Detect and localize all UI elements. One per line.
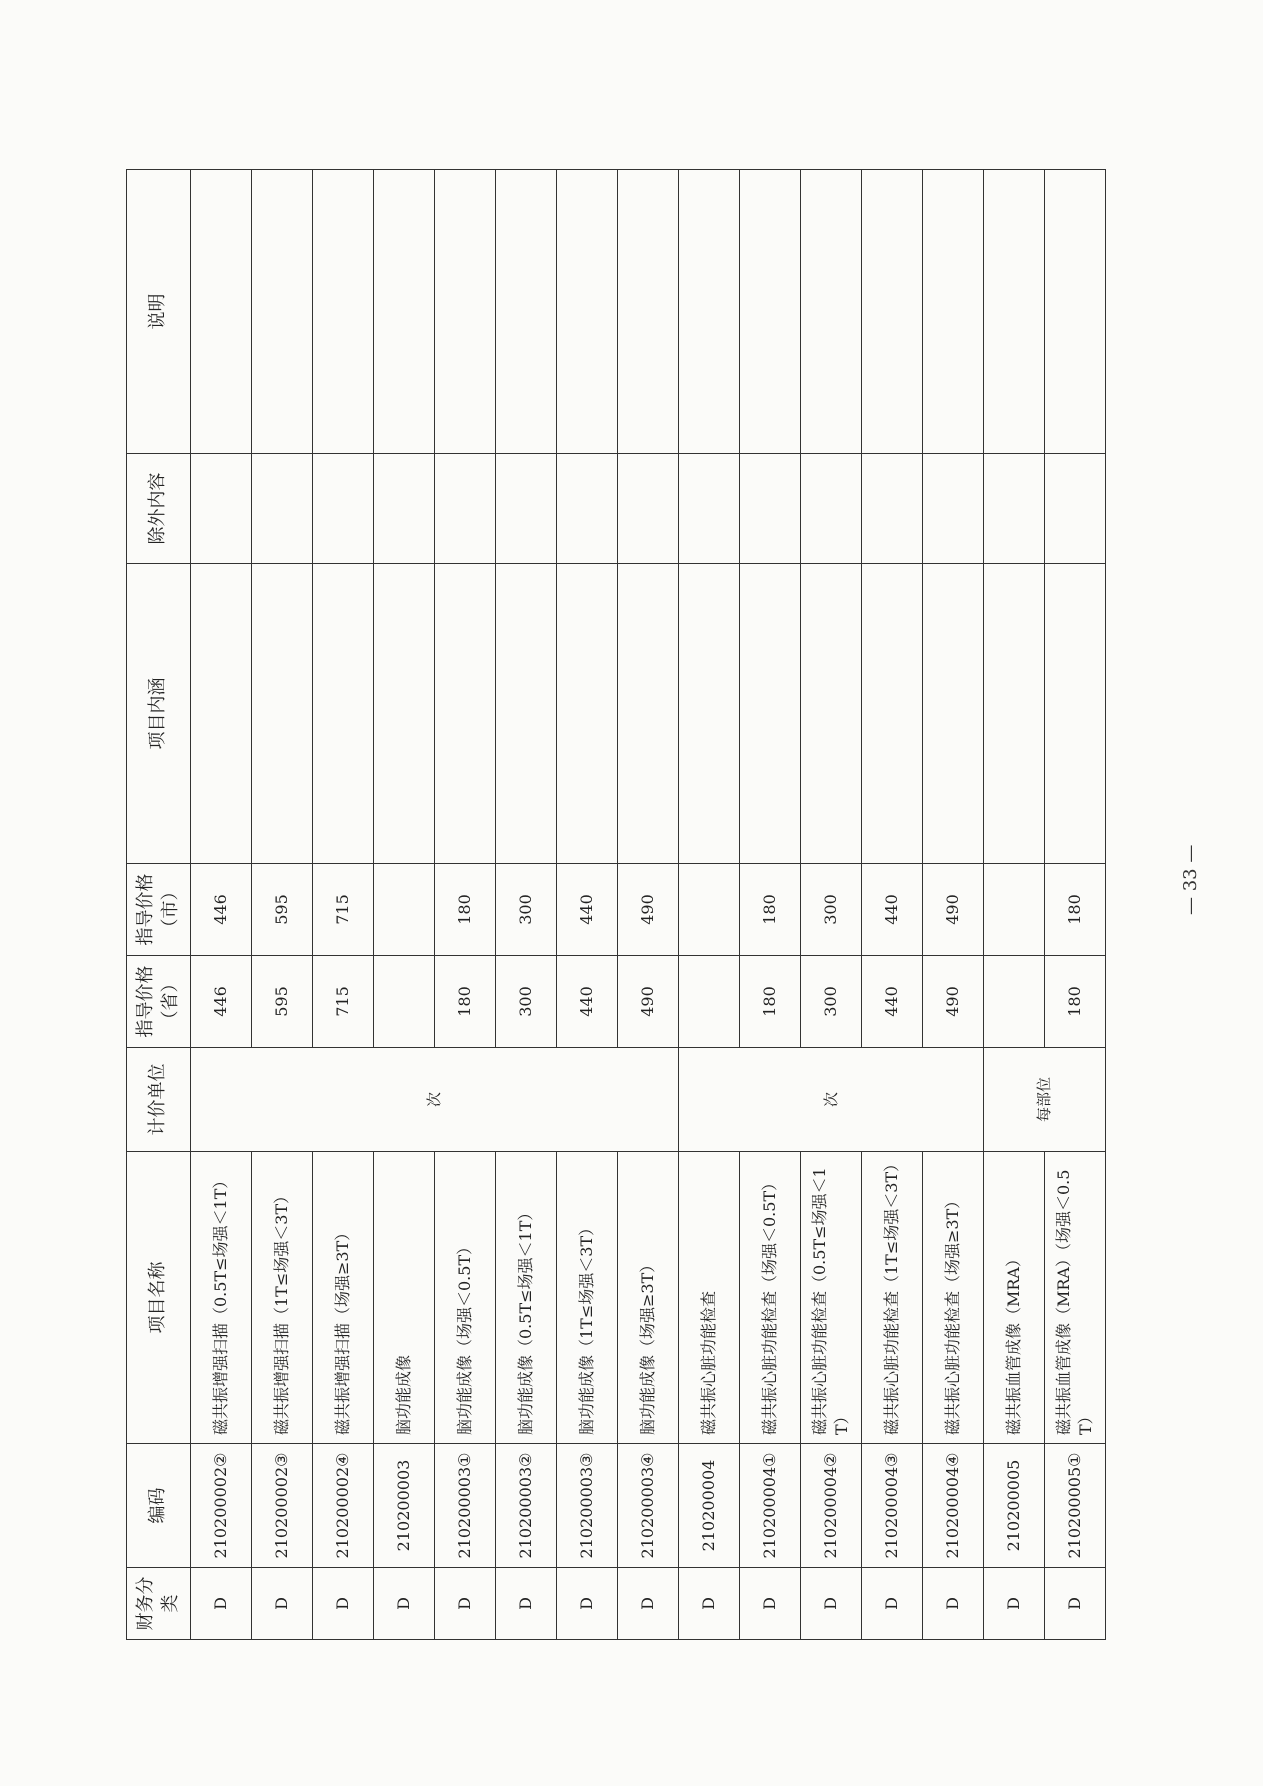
rotated-table-container [126, 170, 1106, 1640]
cell-code: 210200004④ [923, 1444, 984, 1568]
cell-notes [1045, 170, 1106, 454]
cell-category: D [801, 1568, 862, 1640]
cell-exclusion [740, 454, 801, 564]
cell-price-city: 180 [740, 864, 801, 956]
cell-price-city: 490 [923, 864, 984, 956]
cell-exclusion [435, 454, 496, 564]
cell-price-city: 300 [801, 864, 862, 956]
table-row [435, 170, 496, 1640]
cell-content [496, 564, 557, 864]
header-price-city: 指导价格（市） [127, 864, 191, 956]
cell-exclusion [923, 454, 984, 564]
cell-name: 脑功能成像（场强≥3T） [618, 1152, 679, 1444]
cell-category: D [496, 1568, 557, 1640]
cell-name: 脑功能成像（场强＜0.5T） [435, 1152, 496, 1444]
header-price-province: 指导价格（省） [127, 956, 191, 1048]
cell-content [1045, 564, 1106, 864]
cell-name: 磁共振心脏功能检查（场强＜0.5T） [740, 1152, 801, 1444]
cell-notes [923, 170, 984, 454]
cell-category: D [374, 1568, 435, 1640]
cell-exclusion [618, 454, 679, 564]
cell-name: 脑功能成像（1T≤场强＜3T） [557, 1152, 618, 1444]
cell-code: 210200005① [1045, 1444, 1106, 1568]
table-row [801, 170, 862, 1640]
cell-price-province: 300 [496, 956, 557, 1048]
cell-code: 210200003② [496, 1444, 557, 1568]
cell-price-city [679, 864, 740, 956]
header-unit: 计价单位 [127, 1048, 191, 1152]
cell-content [862, 564, 923, 864]
cell-name: 脑功能成像（0.5T≤场强＜1T） [496, 1152, 557, 1444]
cell-name: 磁共振增强扫描（场强≥3T） [313, 1152, 374, 1444]
cell-exclusion [801, 454, 862, 564]
cell-notes [435, 170, 496, 454]
cell-code: 210200002③ [252, 1444, 313, 1568]
cell-content [313, 564, 374, 864]
cell-price-province: 180 [1045, 956, 1106, 1048]
cell-code: 210200005 [984, 1444, 1045, 1568]
cell-notes [313, 170, 374, 454]
cell-category: D [984, 1568, 1045, 1640]
cell-price-city: 300 [496, 864, 557, 956]
cell-name: 磁共振增强扫描（0.5T≤场强＜1T） [191, 1152, 252, 1444]
cell-price-province: 446 [191, 956, 252, 1048]
cell-content [618, 564, 679, 864]
cell-notes [374, 170, 435, 454]
table-row [557, 170, 618, 1640]
table-row [740, 170, 801, 1640]
cell-content [191, 564, 252, 864]
cell-price-city: 180 [435, 864, 496, 956]
cell-unit: 次 [191, 1048, 679, 1152]
cell-content [557, 564, 618, 864]
cell-exclusion [1045, 454, 1106, 564]
cell-name: 磁共振心脏功能检查（1T≤场强＜3T） [862, 1152, 923, 1444]
header-name: 项目名称 [127, 1152, 191, 1444]
header-code: 编码 [127, 1444, 191, 1568]
table-row [923, 170, 984, 1640]
cell-code: 210200004① [740, 1444, 801, 1568]
cell-price-city: 490 [618, 864, 679, 956]
cell-category: D [740, 1568, 801, 1640]
price-table [126, 169, 1106, 1640]
cell-unit: 每部位 [984, 1048, 1106, 1152]
header-row [127, 170, 191, 1640]
cell-notes [801, 170, 862, 454]
table-row [496, 170, 557, 1640]
cell-price-province: 595 [252, 956, 313, 1048]
cell-price-province: 300 [801, 956, 862, 1048]
cell-name: 磁共振增强扫描（1T≤场强＜3T） [252, 1152, 313, 1444]
cell-price-province: 180 [740, 956, 801, 1048]
cell-price-province: 440 [862, 956, 923, 1048]
cell-price-province [679, 956, 740, 1048]
table-row [1045, 170, 1106, 1640]
cell-code: 210200002④ [313, 1444, 374, 1568]
cell-price-city: 446 [191, 864, 252, 956]
cell-price-province: 440 [557, 956, 618, 1048]
cell-category: D [557, 1568, 618, 1640]
cell-name: 磁共振血管成像（MRA）（场强＜0.5T） [1045, 1152, 1106, 1444]
table-row [618, 170, 679, 1640]
cell-category: D [1045, 1568, 1106, 1640]
header-notes: 说明 [127, 170, 191, 454]
cell-content [801, 564, 862, 864]
cell-category: D [435, 1568, 496, 1640]
cell-price-city: 595 [252, 864, 313, 956]
cell-content [923, 564, 984, 864]
cell-code: 210200003① [435, 1444, 496, 1568]
cell-category: D [679, 1568, 740, 1640]
cell-code: 210200003 [374, 1444, 435, 1568]
cell-category: D [862, 1568, 923, 1640]
cell-exclusion [191, 454, 252, 564]
table-row [984, 170, 1045, 1640]
cell-content [435, 564, 496, 864]
cell-name: 磁共振血管成像（MRA） [984, 1152, 1045, 1444]
cell-name: 磁共振心脏功能检查 [679, 1152, 740, 1444]
cell-price-city: 440 [557, 864, 618, 956]
cell-price-province [374, 956, 435, 1048]
table-row [313, 170, 374, 1640]
cell-exclusion [679, 454, 740, 564]
cell-notes [618, 170, 679, 454]
cell-category: D [252, 1568, 313, 1640]
cell-price-province: 715 [313, 956, 374, 1048]
cell-price-province [984, 956, 1045, 1048]
cell-exclusion [557, 454, 618, 564]
cell-notes [740, 170, 801, 454]
cell-unit: 次 [679, 1048, 984, 1152]
cell-price-city [984, 864, 1045, 956]
cell-exclusion [374, 454, 435, 564]
cell-content [252, 564, 313, 864]
cell-name: 磁共振心脏功能检查（场强≥3T） [923, 1152, 984, 1444]
cell-content [740, 564, 801, 864]
cell-price-city [374, 864, 435, 956]
table-row [191, 170, 252, 1640]
cell-category: D [313, 1568, 374, 1640]
cell-code: 210200004③ [862, 1444, 923, 1568]
table-row [862, 170, 923, 1640]
cell-exclusion [252, 454, 313, 564]
cell-notes [191, 170, 252, 454]
header-content: 项目内涵 [127, 564, 191, 864]
cell-content [374, 564, 435, 864]
table-row [679, 170, 740, 1640]
header-exclusion: 除外内容 [127, 454, 191, 564]
table-row [252, 170, 313, 1640]
cell-content [984, 564, 1045, 864]
cell-price-province: 490 [923, 956, 984, 1048]
cell-price-city: 715 [313, 864, 374, 956]
cell-notes [679, 170, 740, 454]
cell-content [679, 564, 740, 864]
cell-name: 磁共振心脏功能检查（0.5T≤场强＜1T） [801, 1152, 862, 1444]
cell-exclusion [862, 454, 923, 564]
page-number: — 33 — [1180, 844, 1201, 915]
cell-exclusion [496, 454, 557, 564]
cell-code: 210200002② [191, 1444, 252, 1568]
cell-category: D [923, 1568, 984, 1640]
table-row [374, 170, 435, 1640]
cell-price-city: 180 [1045, 864, 1106, 956]
cell-exclusion [313, 454, 374, 564]
cell-notes [862, 170, 923, 454]
cell-category: D [618, 1568, 679, 1640]
header-category: 财务分类 [127, 1568, 191, 1640]
cell-exclusion [984, 454, 1045, 564]
table-body [191, 170, 1106, 1640]
cell-price-province: 490 [618, 956, 679, 1048]
cell-notes [252, 170, 313, 454]
cell-code: 210200003③ [557, 1444, 618, 1568]
cell-code: 210200004 [679, 1444, 740, 1568]
cell-category: D [191, 1568, 252, 1640]
cell-notes [984, 170, 1045, 454]
cell-code: 210200004② [801, 1444, 862, 1568]
cell-notes [496, 170, 557, 454]
cell-price-city: 440 [862, 864, 923, 956]
cell-notes [557, 170, 618, 454]
cell-price-province: 180 [435, 956, 496, 1048]
cell-name: 脑功能成像 [374, 1152, 435, 1444]
cell-code: 210200003④ [618, 1444, 679, 1568]
